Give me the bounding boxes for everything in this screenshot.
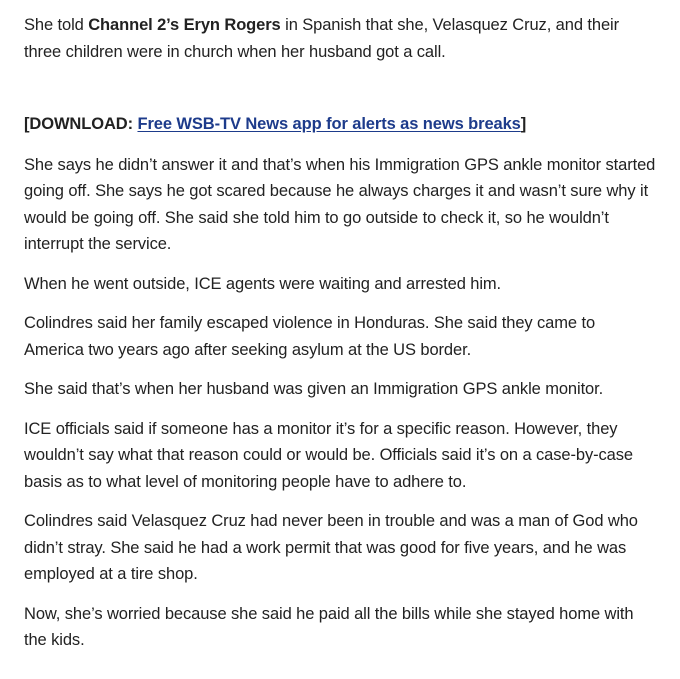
paragraph-monitor-given: She said that’s when her husband was given an Immigration GPS ankle monitor. (24, 380, 604, 398)
paragraph-ankle-monitor: She says he didn’t answer it and that’s when his Immigration GPS ankle monitor started going off. She says he got scared because he always charges it and wasn’t sure why it would be going off. She said she told him to go outside to check it, so he wouldn’t interrupt the service. (24, 155, 656, 253)
paragraph-ice-officials: ICE officials said if someone has a monitor it’s for a specific reason. However, they wouldn’t say what that reason could or would be. Officials said it’s on a case-by-case basis as to what level of monitoring people have to adhere to. (24, 419, 633, 491)
paragraph-arrest: When he went outside, ICE agents were waiting and arrested him. (24, 274, 502, 293)
download-promo (24, 111, 656, 138)
intro-rest-text: in Spanish that she, Velasquez Cruz, and their three children were in church when her husband got a call. (24, 16, 619, 61)
paragraph-bills: Now, she’s worried because she said he paid all the bills while she stayed home with the kids. (24, 604, 634, 649)
intro-lead-text: She told (24, 16, 89, 34)
download-open-text: [DOWNLOAD: (24, 115, 138, 133)
download-close-text: ] (520, 115, 527, 133)
paragraph-asylum: Colindres said her family escaped violence in Honduras. She said they came to America two years ago after seeking asylum at the US border. (24, 314, 596, 359)
paragraph-intro (24, 12, 656, 65)
reporter-credit: Channel 2’s Eryn Rogers (88, 16, 281, 34)
paragraph-work-permit: Colindres said Velasquez Cruz had never been in trouble and was a man of God who didn’t stray. She said he had a work permit that was good for five years, and he was employed at a tire shop. (24, 512, 638, 583)
download-app-link[interactable]: Free WSB-TV News app for alerts as news breaks (137, 115, 521, 133)
